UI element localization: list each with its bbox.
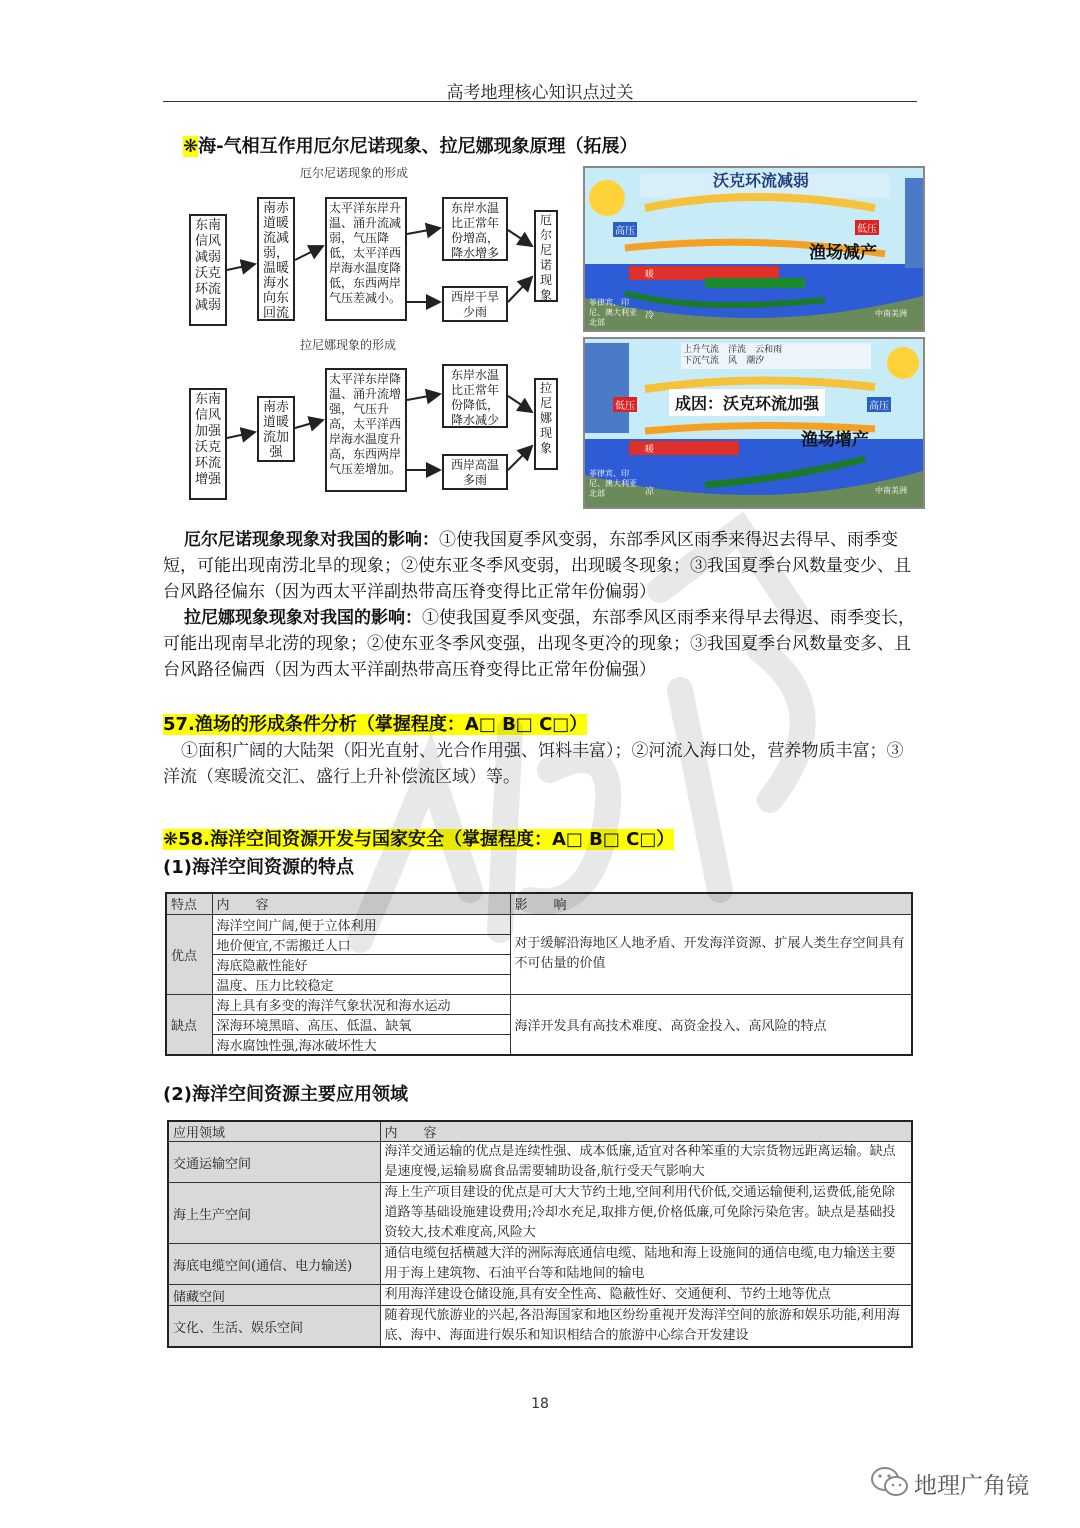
lanina-panel-cold: 凉	[645, 487, 655, 497]
elnino-impact-text: ①使我国夏季风变弱，东部季风区雨季来得迟去得早、雨季变短，可能出现南涝北旱的现象；②使东亚冬季风变弱，出现暖冬现象；③我国夏季台风数量变少、且台风路径偏东（因为西太平洋副热带高压脊变得比正常年份偏弱）	[163, 530, 911, 602]
enso-section-text: 海-气相互作用厄尔尼诺现象、拉尼娜现象原理（拓展）	[198, 136, 638, 157]
brand-logo	[870, 1465, 910, 1503]
elnino-panel-warm: 暖	[645, 270, 655, 280]
elnino-flow-caption: 厄尔尼诺现象的形成	[300, 166, 409, 180]
table-row	[168, 1285, 912, 1306]
elnino-box-pacific: 太平洋东岸升温、涌升流减弱，气压降低，太平洋西岸海水温度降低，东西两岸气压差减小。	[325, 197, 407, 321]
lanina-box-result: 拉尼娜现象	[534, 378, 558, 470]
page-number: 18	[531, 1396, 549, 1412]
table-group-name: 缺点	[166, 994, 212, 1055]
table-content-cell: 通信电缆包括横越大洋的洲际海底通信电缆、陆地和海上设施间的通信电缆,电力输送主要用于海上建筑物、石油平台等和陆地间的输电	[380, 1244, 912, 1285]
table-field-cell: 文化、生活、娱乐空间	[168, 1306, 380, 1348]
enso-section-title	[183, 132, 638, 158]
table-content-cell: 海上生产项目建设的优点是可大大节约土地,空间利用代价低,交通运输便利,运费低,能免除道路等基础设施建设费用;冷却水充足,取排方便,价格低廉,可免除污染危害。缺点是基础投资较大,技术难度高,风险大	[380, 1183, 912, 1244]
enso-section-marker: ❋	[183, 136, 199, 157]
lanina-panel-warm: 暖	[645, 445, 655, 455]
elnino-walker-panel	[583, 166, 925, 332]
lanina-panel-right-region: 中南美洲	[875, 486, 907, 495]
elnino-panel-right-region: 中南美洲	[875, 309, 907, 318]
elnino-panel-effect: 渔场减产	[809, 243, 877, 263]
elnino-impact-lead: 厄尔尼诺现象现象对我国的影响：	[184, 530, 439, 550]
elnino-panel-title: 沃克环流减弱	[713, 171, 810, 190]
table-cell: 地价便宜,不需搬迁人口	[212, 934, 510, 954]
lanina-panel-left-region: 菲律宾、印尼、澳大利亚北部	[589, 469, 637, 498]
lanina-panel-legend	[683, 345, 873, 367]
lanina-box-pacific: 太平洋东岸降温、涌升流增强，气压升高，太平洋西岸海水温度升高，东西两岸气压差增加。	[325, 368, 407, 492]
table-header-cell: 影 响	[510, 893, 912, 914]
ocean-space-applications-table	[167, 1120, 913, 1348]
page-header-title: 高考地理核心知识点过关	[446, 83, 634, 103]
elnino-box-current: 南赤道暖流减弱，温暖海水向东回流	[257, 197, 295, 321]
lanina-panel-low: 低压	[613, 397, 637, 412]
elnino-box-west-shore: 西岸干旱少雨	[442, 286, 508, 322]
table-header-cell: 应用领域	[168, 1121, 380, 1142]
lanina-impact-lead: 拉尼娜现象现象对我国的影响：	[184, 608, 422, 628]
table-cell: 海底隐蔽性能好	[212, 954, 510, 974]
table-cell: 海水腐蚀性强,海冰破坏性大	[212, 1034, 510, 1055]
elnino-panel-high: 高压	[613, 222, 637, 237]
section-57-text: ①面积广阔的大陆架（阳光直射、光合作用强、饵料丰富）；②河流入海口处，营养物质丰富；③洋流（寒暖流交汇、盛行上升补偿流区域）等。	[163, 741, 904, 787]
lanina-panel-high: 高压	[867, 397, 891, 412]
table-impact-cell: 对于缓解沿海地区人地矛盾、开发海洋资源、扩展人类生存空间具有不可估量的价值	[510, 914, 912, 994]
lanina-box-current: 南赤道暖流加强	[257, 396, 295, 462]
elnino-panel-left-region: 菲律宾、印尼、澳大利亚北部	[589, 298, 637, 327]
table-row	[168, 1244, 912, 1285]
elnino-box-result: 厄尔尼诺现象	[534, 210, 558, 302]
section-57-title-text: 57.渔场的形成条件分析（掌握程度：A□ B□ C□）	[163, 714, 588, 735]
lanina-flow-caption: 拉尼娜现象的形成	[300, 338, 397, 352]
lanina-panel-effect: 渔场增产	[801, 430, 869, 450]
elnino-box-trade-wind: 东南信风减弱沃克环流减弱	[189, 214, 227, 326]
elnino-flow-diagram	[180, 162, 570, 332]
elnino-panel-cold: 冷	[645, 311, 655, 321]
table-cell: 深海环境黑暗、高压、低温、缺氧	[212, 1014, 510, 1034]
table-field-cell: 交通运输空间	[168, 1142, 380, 1183]
table-field-cell: 储藏空间	[168, 1285, 380, 1306]
section-58-title-text: ❋58.海洋空间资源开发与国家安全（掌握程度：A□ B□ C□）	[163, 829, 675, 850]
wechat-icon	[870, 1465, 910, 1499]
table-header-cell: 内 容	[380, 1121, 912, 1142]
table-row	[168, 1142, 912, 1183]
table-field-cell: 海上生产空间	[168, 1183, 380, 1244]
table-impact-cell: 海洋开发具有高技术难度、高资金投入、高风险的特点	[510, 994, 912, 1055]
table-group-name: 优点	[166, 914, 212, 994]
table-header-cell: 特点	[166, 893, 212, 914]
lanina-impact-text: ①使我国夏季风变强，东部季风区雨季来得早去得迟、雨季变长，可能出现南旱北涝的现象；②使东亚冬季风变强，出现冬更冷的现象；③我国夏季台风数量变多、且台风路径偏西（因为西太平洋副热带高压脊变得比正常年份偏强）	[163, 608, 915, 680]
lanina-legend-item: 云和雨	[755, 345, 783, 355]
section-58-sub1: (1)海洋空间资源的特点	[163, 857, 354, 878]
watermark-graphic	[300, 470, 860, 1010]
elnino-flow-arrows	[180, 162, 570, 332]
section-58-sub2: (2)海洋空间资源主要应用领域	[163, 1084, 408, 1105]
header-divider	[163, 101, 917, 102]
elnino-panel-low: 低压	[855, 220, 879, 235]
table-content-cell: 海洋交通运输的优点是连续性强、成本低廉,适宜对各种笨重的大宗货物远距离运输。缺点是速度慢,运输易腐食品需要辅助设备,航行受天气影响大	[380, 1142, 912, 1183]
table-row	[168, 1183, 912, 1244]
lanina-legend-item: 上升气流	[683, 345, 720, 355]
lanina-panel-cause: 成因：沃克环流加强	[669, 389, 825, 416]
elnino-box-east-shore: 东岸水温比正常年份增高，降水增多	[442, 197, 508, 261]
table-cell: 海上具有多变的海洋气象状况和海水运动	[212, 994, 510, 1014]
lanina-box-trade-wind: 东南信风加强沃克环流增强	[189, 388, 227, 500]
lanina-legend-item: 下沉气流	[683, 356, 720, 366]
table-cell: 海洋空间广阔,便于立体利用	[212, 914, 510, 934]
lanina-legend-item: 潮汐	[746, 356, 765, 366]
table-header-cell: 内 容	[212, 893, 510, 914]
table-content-cell: 利用海洋建设仓储设施,具有安全性高、隐蔽性好、交通便利、节约土地等优点	[380, 1285, 912, 1306]
lanina-legend-item: 风	[728, 356, 738, 366]
lanina-legend-item: 洋流	[728, 345, 747, 355]
brand-name: 地理广角镜	[914, 1473, 1029, 1499]
table-row	[168, 1306, 912, 1348]
table-header-row	[168, 1121, 912, 1142]
table-field-cell: 海底电缆空间(通信、电力输送)	[168, 1244, 380, 1285]
table-content-cell: 随着现代旅游业的兴起,各沿海国家和地区纷纷重视开发海洋空间的旅游和娱乐功能,利用海底、海中、海面进行娱乐和知识相结合的旅游中心综合开发建设	[380, 1306, 912, 1348]
lanina-box-east-shore: 东岸水温比正常年份降低，降水减少	[442, 364, 508, 428]
table-cell: 温度、压力比较稳定	[212, 974, 510, 994]
lanina-box-west-shore: 西岸高温多雨	[442, 454, 508, 490]
